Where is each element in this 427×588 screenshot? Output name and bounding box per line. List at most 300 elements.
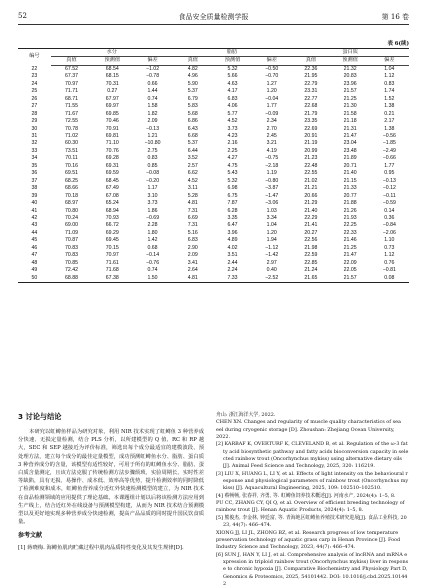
reference-line: PU CC, ZHANG CY, QI Q, et al. Overview of efficient breeding technology of rainbow trout [J]. Henan Aquatic Products, 2024(4): 1–5, 8. [216, 500, 405, 514]
value-cell: 6.47 [227, 222, 238, 229]
value-cell: 21.26 [343, 207, 357, 214]
value-cell: 4.19 [266, 147, 277, 154]
header-rule [18, 24, 409, 25]
value-cell: 22.85 [304, 259, 318, 266]
value-cell: −0.50 [265, 65, 279, 72]
discussion-paragraph: 本研究以虹鳟鱼样品为研究对象，利用 NIR 技术实现了虹鳟鱼 3 种营养成分快速、无损定量检测，结合 PLS 分析，以所建模型的 Q 值、RC 和 RP 越大，SEC 和 SEP 越接近为评价标准，筛选出每个成分最适宜的建模波段、预处理方法，建立每个成分的最佳定量模型，成功预测虹鳟鱼水分、脂肪、蛋白质 3 种营养成分的含量，该模型有适性较好，可用于所有的虹鳟鱼水分、脂肪、蛋白质含量测定，且该方法克服了传统检测方法步骤烦琐、实验周期长、实时性差等缺陷，具有无损、易操作、成本低、效率高等优势，提升检测效率的同时降低了检测难度和成本，虹鳟鱼营养成分近红外快速检测模型的建立，为 NIR 技术在食品检测领域的应用提供了理论基础。本课题组计划以后将该检测方法应用到生产线上，结合近红外在线设备与预测模型构建，从而为 NIR 技术结合预测模型以及更好地实现多种营养成分快速检测，提高产品品质的同时提升国民饮食质量。 [18, 429, 204, 526]
row-id-cell: 41 [31, 207, 38, 214]
page-header [18, 12, 409, 24]
value-cell: 22.05 [343, 267, 357, 274]
value-cell: 1.77 [266, 103, 277, 110]
value-cell: 0.74 [147, 267, 158, 274]
table-row [18, 103, 409, 110]
value-cell: 71.68 [105, 267, 119, 274]
value-cell: 1.04 [384, 65, 395, 72]
value-cell: −0.09 [265, 110, 279, 117]
value-cell: 70.76 [105, 147, 119, 154]
value-cell: −0.56 [382, 132, 396, 139]
value-cell: 65.24 [105, 200, 119, 207]
value-cell: 3.35 [227, 214, 238, 221]
value-cell: 66.72 [105, 222, 119, 229]
row-id-cell: 27 [31, 103, 38, 110]
value-cell: 21.93 [343, 214, 357, 221]
value-cell: 20.27 [304, 229, 318, 236]
row-id-cell: 33 [31, 147, 38, 154]
value-cell: 70.15 [105, 244, 119, 251]
section-title: 3 讨论与结论 [18, 412, 62, 421]
subheader-pred: 预测值 [213, 57, 252, 65]
value-cell: −0.75 [265, 155, 279, 162]
subheader-true: 真值 [51, 57, 92, 65]
value-cell: 2.75 [147, 147, 158, 154]
value-cell: 2.09 [147, 118, 158, 125]
value-cell: 71.10 [105, 140, 119, 147]
value-cell: 21.33 [343, 185, 357, 192]
value-cell: 4.96 [187, 73, 198, 80]
row-id-cell: 46 [31, 244, 38, 251]
value-cell: 20.91 [304, 132, 318, 139]
value-cell: 0.73 [384, 244, 395, 251]
value-cell: 5.90 [187, 80, 198, 87]
value-cell: 67.52 [65, 65, 78, 72]
value-cell: 0.68 [147, 244, 158, 251]
value-cell: 4.02 [227, 244, 238, 251]
value-cell: 70.18 [65, 192, 78, 199]
value-cell: 3.11 [187, 185, 198, 192]
value-cell: 1.38 [384, 125, 395, 132]
table-row [18, 208, 409, 215]
value-cell: −0.78 [145, 73, 160, 80]
value-cell: −0.59 [382, 200, 396, 207]
table-row [18, 88, 409, 95]
value-cell: 0.21 [384, 110, 395, 117]
value-cell: 4.17 [227, 88, 238, 95]
value-cell: 21.95 [304, 73, 318, 80]
value-cell: 5.32 [227, 65, 238, 72]
value-cell: 0.66 [147, 80, 158, 87]
value-cell: 69.28 [105, 155, 119, 162]
table-row [18, 163, 409, 170]
value-cell: 6.79 [187, 95, 198, 102]
value-cell: 20.66 [304, 192, 318, 199]
row-id-cell: 22 [31, 65, 38, 72]
value-cell: 68.54 [105, 65, 119, 72]
value-cell: −0.80 [265, 177, 279, 184]
value-cell: 22.25 [343, 222, 357, 229]
value-cell: 2.25 [227, 147, 238, 154]
value-cell: 2.57 [187, 162, 198, 169]
value-cell: 0.36 [384, 214, 395, 221]
value-cell: 0.95 [384, 170, 395, 177]
value-cell: 70.97 [105, 252, 119, 259]
table-body [18, 65, 409, 282]
value-cell: 21.79 [304, 110, 318, 117]
value-cell: 0.08 [370, 275, 409, 283]
value-cell: 1.82 [147, 110, 158, 117]
value-cell: 1.86 [147, 207, 158, 214]
value-cell: 5.28 [187, 192, 198, 199]
value-cell: −0.14 [145, 252, 160, 259]
row-id-cell: 28 [31, 110, 38, 117]
value-cell: 21.21 [304, 185, 318, 192]
value-cell: −3.06 [265, 200, 279, 207]
value-cell: 1.80 [147, 229, 158, 236]
table-row [18, 222, 409, 229]
value-cell: 68.94 [105, 207, 119, 214]
value-cell: 72.55 [65, 118, 78, 125]
subheader-bias: 偏差 [252, 57, 291, 65]
value-cell: 1.20 [266, 88, 277, 95]
value-cell: 21.32 [343, 65, 357, 72]
value-cell: 70.85 [65, 259, 78, 266]
table-row [18, 96, 409, 103]
value-cell: 6.62 [187, 170, 198, 177]
value-cell: −3.87 [265, 185, 279, 192]
row-id-cell: 32 [31, 140, 38, 147]
col-header-id: 编号 [18, 49, 51, 66]
value-cell: −2.18 [265, 162, 279, 169]
value-cell: 70.83 [65, 252, 78, 259]
value-cell: 22.59 [304, 252, 318, 259]
value-cell: −1.47 [265, 192, 279, 199]
volume-label: 第 16 卷 [381, 13, 409, 21]
value-cell: 3.34 [266, 214, 277, 221]
value-cell: 3.96 [227, 229, 238, 236]
value-cell: 1.12 [384, 252, 395, 259]
value-cell: 6.68 [187, 132, 198, 139]
value-cell: 22.77 [304, 95, 318, 102]
value-cell: 21.47 [343, 132, 357, 139]
subheader-pred: 预测值 [331, 57, 370, 65]
table-caption: 表 6(续) [387, 41, 409, 47]
value-cell: 1.17 [147, 185, 158, 192]
value-cell: 6.83 [187, 237, 198, 244]
value-cell: 67.37 [65, 73, 78, 80]
table-row [18, 193, 409, 200]
value-cell: −1.42 [265, 252, 279, 259]
value-cell: 21.19 [304, 140, 318, 147]
table-row [18, 267, 409, 274]
row-id-cell: 30 [31, 125, 38, 132]
value-cell: 69.00 [65, 222, 78, 229]
group-header-moisture: 水分 [51, 49, 173, 57]
table-row [18, 126, 409, 133]
value-cell: 3.52 [187, 155, 198, 162]
value-cell: 23.96 [343, 80, 357, 87]
value-cell: 4.75 [227, 162, 238, 169]
value-cell: 21.57 [343, 88, 357, 95]
value-cell: 21.30 [343, 103, 357, 110]
subheader-true: 真值 [173, 57, 213, 65]
value-cell: 21.57 [331, 275, 370, 283]
value-cell: 6.86 [187, 118, 198, 125]
value-cell: 67.49 [105, 185, 119, 192]
table-row [18, 275, 409, 283]
subheader-bias: 偏差 [132, 57, 172, 65]
row-id-cell: 42 [31, 214, 38, 221]
value-cell: 22.79 [304, 80, 318, 87]
value-cell: 3.21 [266, 140, 277, 147]
value-cell: 4.89 [227, 237, 238, 244]
value-cell: 2.97 [266, 259, 277, 266]
value-cell: 4.81 [173, 275, 213, 283]
value-cell: 4.52 [187, 177, 198, 184]
value-cell: 1.20 [266, 229, 277, 236]
value-cell: 70.93 [105, 214, 119, 221]
row-id-cell: 40 [31, 200, 38, 207]
value-cell: 2.09 [187, 252, 198, 259]
value-cell: 1.50 [132, 275, 172, 283]
value-cell: 68.88 [51, 275, 92, 283]
value-cell: −2.06 [382, 229, 396, 236]
reference-item: [5] 熊俊杰, 李金林, 钟廷富, 等. 青海地区虹鳟鱼养殖技术研究进展[J]. 食品工业科技, 2023, 44(7): 466–474. [216, 514, 407, 529]
value-cell: 2.44 [227, 259, 238, 266]
value-cell: 1.10 [384, 237, 395, 244]
value-cell: 4.82 [187, 65, 198, 72]
value-cell: 20.71 [343, 162, 357, 169]
group-header-protein: 蛋白质 [291, 49, 409, 57]
value-cell: 1.27 [266, 80, 277, 87]
value-cell: 6.83 [227, 95, 238, 102]
value-cell: 6.75 [227, 192, 238, 199]
value-cell: 0.83 [384, 80, 395, 87]
table-row [18, 185, 409, 192]
value-cell: 22.56 [304, 237, 318, 244]
value-cell: −0.13 [382, 177, 396, 184]
row-id-cell: 44 [31, 229, 38, 236]
value-cell: 68.66 [65, 185, 78, 192]
value-cell: 22.33 [343, 229, 357, 236]
value-cell: 21.29 [304, 200, 318, 207]
value-cell: 2.34 [266, 118, 277, 125]
references-title: 参考文献 [18, 532, 43, 540]
value-cell: 6.44 [187, 147, 198, 154]
value-cell: 21.15 [343, 177, 357, 184]
row-id-cell: 50 [18, 275, 51, 283]
row-id-cell: 29 [31, 118, 38, 125]
reference-item: [1] 蒋晓梅. 海鳟鱼肌肉贮藏过程中肌肉品质特性变化及其发生规律[D]. [18, 544, 184, 551]
value-cell: 21.58 [343, 110, 357, 117]
value-cell: 2.64 [187, 267, 198, 274]
table-row [18, 81, 409, 88]
value-cell: −0.69 [145, 214, 160, 221]
value-cell: 21.25 [343, 244, 357, 251]
value-cell: 22.36 [304, 65, 318, 72]
table-row [18, 215, 409, 222]
row-id-cell: 34 [31, 155, 38, 162]
row-id-cell: 31 [31, 132, 38, 139]
value-cell: 22.55 [304, 170, 318, 177]
value-cell: 7.31 [187, 207, 198, 214]
row-id-cell: 47 [31, 252, 38, 259]
value-cell: 68.45 [105, 177, 119, 184]
value-cell: 69.29 [105, 229, 119, 236]
value-cell: 67.97 [105, 95, 119, 102]
reference-item: [3] LIU X, HUANG L, LI Y, et al. Effects of light intensity on the behavioural response and physiological parameters of rainbow trout (Oncorhynchus mykiss) [J]. Aquacultural Engineering, 2025, 109: 102510–102510. [216, 470, 409, 492]
table-row [18, 111, 409, 118]
value-cell: 69.51 [65, 170, 78, 177]
value-cell: 71.67 [65, 110, 78, 117]
value-cell: 21.89 [343, 155, 357, 162]
row-id-cell: 43 [31, 222, 38, 229]
value-cell: 2.16 [227, 140, 238, 147]
value-cell: −0.04 [265, 95, 279, 102]
value-cell: 21.65 [291, 275, 330, 283]
value-cell: 70.31 [105, 80, 119, 87]
row-id-cell: 45 [31, 237, 38, 244]
value-cell: 6.28 [227, 207, 238, 214]
value-cell: 0.27 [107, 88, 118, 95]
table-row [18, 200, 409, 207]
value-cell: 3.10 [147, 192, 158, 199]
value-cell: 4.81 [187, 200, 198, 207]
table-row [18, 260, 409, 267]
row-id-cell: 38 [31, 185, 38, 192]
value-cell: −10.80 [144, 140, 161, 147]
value-cell: 3.73 [147, 200, 158, 207]
value-cell: 71.55 [65, 103, 78, 110]
data-table [18, 48, 409, 283]
value-cell: 71.61 [105, 259, 119, 266]
value-cell: 21.24 [304, 267, 318, 274]
value-cell: 1.21 [147, 132, 158, 139]
value-cell: 22.68 [304, 103, 318, 110]
value-cell: 5.16 [187, 229, 198, 236]
value-cell: 67.38 [92, 275, 132, 283]
row-id-cell: 49 [31, 267, 38, 274]
value-cell: 3.41 [187, 259, 198, 266]
value-cell: 0.76 [384, 259, 395, 266]
value-cell: 69.81 [105, 132, 119, 139]
value-cell: 4.52 [227, 118, 238, 125]
row-id-cell: 48 [31, 259, 38, 266]
value-cell: −0.08 [145, 170, 160, 177]
value-cell: 2.90 [187, 244, 198, 251]
value-cell: 7.31 [187, 222, 198, 229]
value-cell: 20.77 [343, 192, 357, 199]
value-cell: 22.09 [343, 259, 357, 266]
value-cell: 0.40 [266, 267, 277, 274]
value-cell: 70.78 [65, 125, 78, 132]
value-cell: 1.44 [147, 88, 158, 95]
value-cell: 71.09 [65, 229, 78, 236]
right-column-references [216, 412, 409, 588]
value-cell: 1.19 [266, 170, 277, 177]
value-cell: 71.71 [65, 88, 78, 95]
row-id-cell: 23 [31, 73, 38, 80]
value-cell: 23.35 [304, 118, 318, 125]
reference-line: XIONG JJ, LI JL, ZHONG BZ, et al. Research progress of low temperature preservation technology of aquatic grass carp in Henan Province [J]. Food Industry Science and Technology, 2023, 44(7): 466–474. [216, 529, 401, 551]
value-cell: 6.69 [187, 214, 198, 221]
reference-line: CHEN XN. Changes and regularity of muscle quality characteristics of sea eel during cryogenic storage [D]. Zhoushan: Zhejiang Ocean University, 2022. [216, 419, 401, 441]
reference-line: 舟山: 浙江海洋大学, 2022. [216, 412, 276, 418]
value-cell: 70.11 [65, 155, 78, 162]
value-cell: 0.74 [147, 95, 158, 102]
row-id-cell: 39 [31, 192, 38, 199]
value-cell: 1.04 [266, 222, 277, 229]
value-cell: 1.94 [266, 237, 277, 244]
value-cell: −0.84 [382, 222, 396, 229]
value-cell: 21.02 [304, 177, 318, 184]
value-cell: 5.77 [227, 110, 238, 117]
value-cell: 0.83 [147, 155, 158, 162]
value-cell: 5.68 [187, 110, 198, 117]
row-id-cell: 26 [31, 95, 38, 102]
value-cell: 4.63 [227, 80, 238, 87]
row-id-cell: 36 [31, 170, 38, 177]
value-cell: 22.48 [304, 162, 318, 169]
row-id-cell: 24 [31, 80, 38, 87]
table-row [18, 65, 409, 73]
value-cell: −0.66 [382, 155, 396, 162]
value-cell: 22.69 [304, 125, 318, 132]
value-cell: 69.97 [105, 103, 119, 110]
value-cell: 2.28 [147, 222, 158, 229]
left-column [18, 412, 204, 552]
value-cell: 6.43 [187, 125, 198, 132]
value-cell: 68.97 [65, 200, 78, 207]
value-cell: 69.85 [105, 110, 119, 117]
value-cell: 1.38 [384, 103, 395, 110]
value-cell: 2.24 [227, 267, 238, 274]
table-row [18, 237, 409, 244]
value-cell: 1.77 [384, 162, 395, 169]
value-cell: 71.02 [65, 132, 78, 139]
value-cell: 68.71 [65, 95, 78, 102]
value-cell: 21.98 [304, 244, 318, 251]
reference-item: [6] SUN J, HAN Y, LI J, et al. Comprehensive analysis of lncRNA and mRNA expression in triploid rainbow trout (Oncorhynchus mykiss) liver in response to chronic hypoxia [J]. Comparative Biochemistry and Physiology Part D, Genomics & Proteomics, 2025, 54101442. DOI: 10.1016/j.cbd.2025.101442 [216, 551, 409, 587]
value-cell: 0.85 [147, 162, 158, 169]
value-cell: 2.70 [266, 125, 277, 132]
value-cell: 21.88 [343, 200, 357, 207]
value-cell: 2.17 [384, 118, 395, 125]
value-cell: 21.31 [343, 125, 357, 132]
reference-item: [2] KARBAF K, OVERTURF K, CLEVELAND B, et al. Regulation of the ω-3 fatty acid biosynthetic pathway and fatty acids bioconversion capacity in selected rainbow trout (Oncorhynchus mykiss) using alternative dietary oils [J]. Animal Feed Science and Technology, 2025, 320: 116219. [216, 441, 409, 470]
table-row [18, 245, 409, 252]
value-cell: −0.81 [382, 267, 396, 274]
value-cell: 1.03 [266, 207, 277, 214]
value-cell: −0.70 [265, 73, 279, 80]
value-cell: 70.97 [65, 80, 78, 87]
value-cell: 70.80 [65, 207, 78, 214]
value-cell: 69.45 [105, 237, 119, 244]
value-cell: −0.12 [382, 185, 396, 192]
value-cell: −2.49 [382, 147, 396, 154]
value-cell: 4.27 [227, 155, 238, 162]
value-cell: 67.08 [105, 192, 119, 199]
value-cell: −2.52 [252, 275, 291, 283]
value-cell: 0.14 [384, 207, 395, 214]
value-cell: 4.06 [227, 103, 238, 110]
table-row [18, 170, 409, 177]
table-row [18, 155, 409, 162]
value-cell: 70.91 [105, 125, 119, 132]
value-cell: −0.76 [145, 259, 160, 266]
value-cell: 68.15 [105, 73, 119, 80]
value-cell: 1.42 [147, 237, 158, 244]
value-cell: −0.11 [382, 192, 396, 199]
value-cell: 22.29 [304, 214, 318, 221]
value-cell: 21.46 [343, 237, 357, 244]
value-cell: −1.12 [265, 244, 279, 251]
value-cell: 5.66 [227, 73, 238, 80]
table-row [18, 230, 409, 237]
value-cell: 1.58 [147, 103, 158, 110]
page-number: 52 [18, 12, 27, 20]
table-row [18, 252, 409, 259]
value-cell: 21.25 [343, 95, 357, 102]
value-cell: −0.13 [145, 125, 160, 132]
